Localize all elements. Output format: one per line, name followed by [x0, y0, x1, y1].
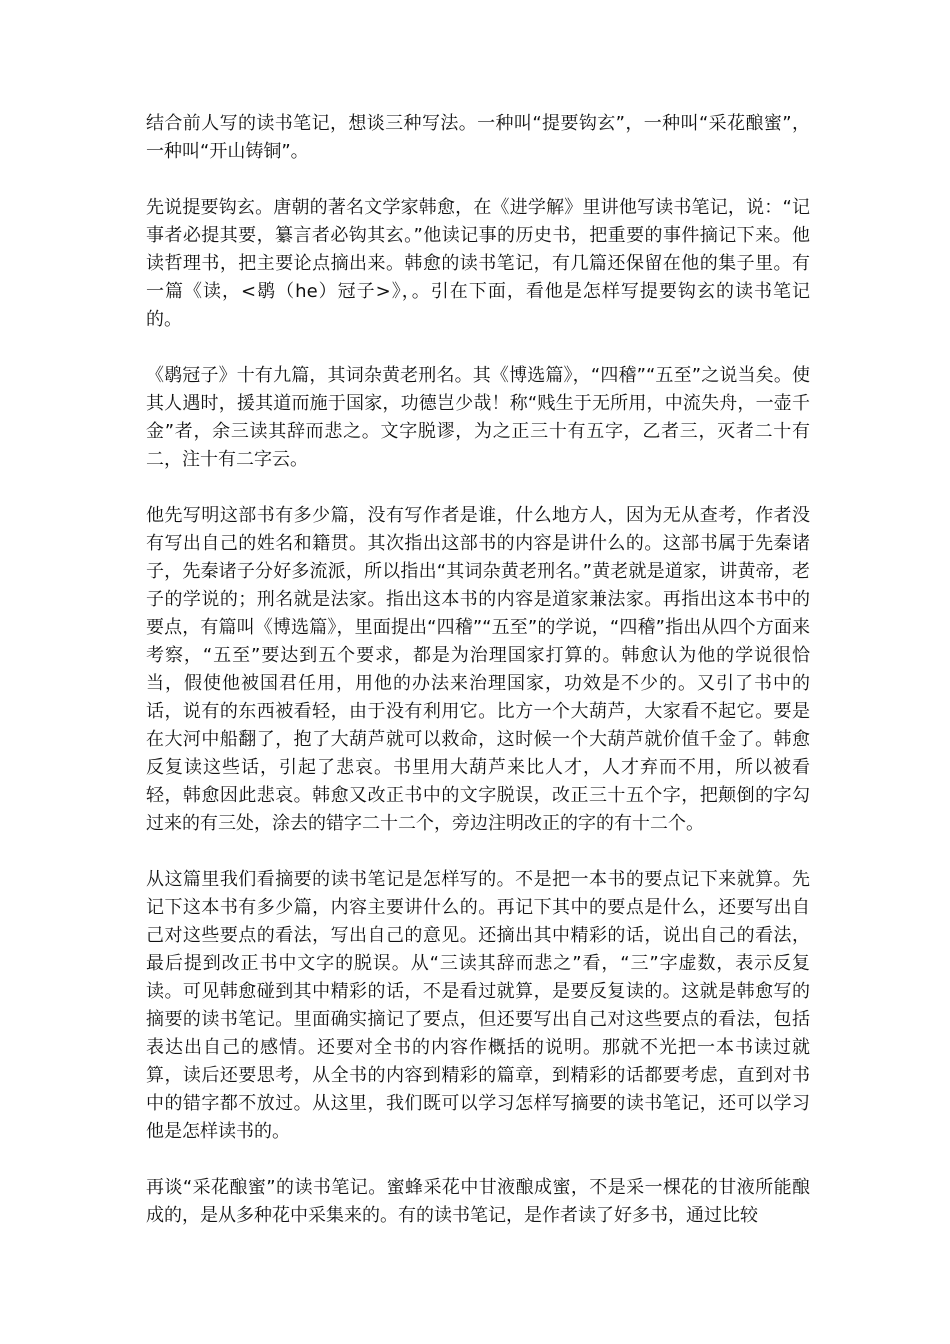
- document-page: [146, 110, 810, 1230]
- paragraph-summary: 从这篇里我们看摘要的读书笔记是怎样写的。不是把一本书的要点记下来就算。先记下这本书有多少篇，内容主要讲什么的。再记下其中的要点是什么，还要写出自己对这些要点的看法，写出自己的意见。还摘出其中精彩的话，说出自己的看法，最后提到改正书中文字的脱误。从“三读其辞而悲之”看，“三”字虚数，表示反复读。可见韩愈碰到其中精彩的话，不是看过就算，是要反复读的。这就是韩愈写的摘要的读书笔记。里面确实摘记了要点，但还要写出自己对这些要点的看法，包括表达出自己的感情。还要对全书的内容作概括的说明。那就不光把一本书读过就算，读后还要思考，从全书的内容到精彩的篇章，到精彩的话都要考虑，直到对书中的错字都不放过。从这里，我们既可以学习怎样写摘要的读书笔记，还可以学习他是怎样读书的。: [146, 869, 810, 1142]
- paragraph-quotation: 《鹖冠子》十有九篇，其词杂黄老刑名。其《博选篇》，“四稽”“五至”之说当矣。使其人遇时，援其道而施于国家，功德岂少哉！称“贱生于无所用，中流失舟，一壶千金”者，余三读其辞而悲之。文字脱谬，为之正三十有五字，乙者三，灭者二十有二，注十有二字云。: [146, 365, 810, 470]
- paragraph-intro: 结合前人写的读书笔记，想谈三种写法。一种叫“提要钩玄”，一种叫“采花酿蜜”，一种叫“开山铸铜”。: [146, 113, 810, 162]
- paragraph-tiyao-gouxuan: 先说提要钩玄。唐朝的著名文学家韩愈，在《进学解》里讲他写读书笔记，说：“记事者必提其要，纂言者必钩其玄。”他读记事的历史书，把重要的事件摘记下来。他读哲理书，把主要论点摘出来。韩愈的读书笔记，有几篇还保留在他的集子里。有一篇《读，<鹖（he）冠子>》，。引在下面，看他是怎样写提要钩玄的读书笔记的。: [146, 197, 810, 330]
- paragraph-analysis: 他先写明这部书有多少篇，没有写作者是谁，什么地方人，因为无从查考，作者没有写出自己的姓名和籍贯。其次指出这部书的内容是讲什么的。这部书属于先秦诸子，先秦诸子分好多流派，所以指出“其词杂黄老刑名。”黄老就是道家，讲黄帝，老子的学说的；刑名就是法家。指出这本书的内容是道家兼法家。再指出这本书中的要点，有篇叫《博选篇》，里面提出“四稽”“五至”的学说，“四稽”指出从四个方面来考察，“五至”要达到五个要求，都是为治理国家打算的。韩愈认为他的学说很恰当，假使他被国君任用，用他的办法来治理国家，功效是不少的。又引了书中的话，说有的东西被看轻，由于没有利用它。比方一个大葫芦，大家看不起它。要是在大河中船翻了，抱了大葫芦就可以救命，这时候一个大葫芦就价值千金了。韩愈反复读这些话，引起了悲哀。书里用大葫芦来比人才，人才弃而不用，所以被看轻，韩愈因此悲哀。韩愈又改正书中的文字脱误，改正三十五个字，把颠倒的字勾过来的有三处，涂去的错字二十二个，旁边注明改正的字的有十二个。: [146, 505, 810, 834]
- paragraph-caihua-niangmi: 再谈“采花酿蜜”的读书笔记。蜜蜂采花中甘液酿成蜜，不是采一棵花的甘液所能酿成的，是从多种花中采集来的。有的读书笔记，是作者读了好多书，通过比较: [146, 1177, 810, 1226]
